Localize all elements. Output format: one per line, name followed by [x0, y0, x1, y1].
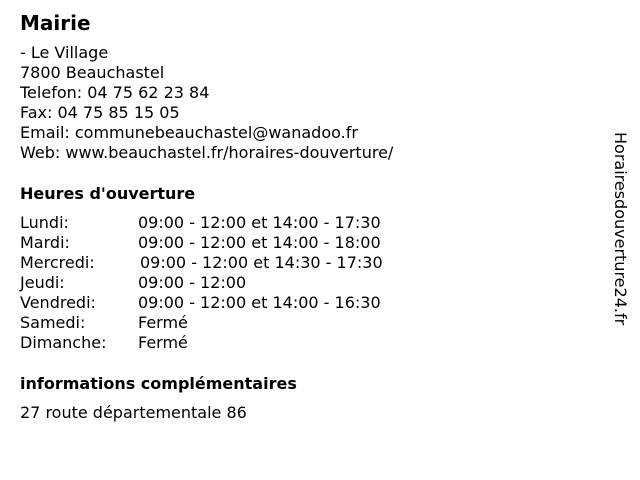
- address-line: - Le Village: [20, 43, 109, 62]
- day-label: Dimanche:: [20, 333, 107, 352]
- fax-line: Fax: 04 75 85 15 05: [20, 103, 180, 122]
- info-heading: informations complémentaires: [20, 374, 297, 393]
- day-label: Vendredi:: [20, 293, 96, 312]
- day-label: Lundi:: [20, 213, 69, 232]
- day-label: Jeudi:: [20, 273, 65, 292]
- place-title: Mairie: [20, 11, 91, 35]
- phone-line: Telefon: 04 75 62 23 84: [20, 83, 210, 102]
- day-hours: 09:00 - 12:00 et 14:30 - 17:30: [140, 253, 383, 272]
- day-label: Samedi:: [20, 313, 86, 332]
- day-hours: Fermé: [138, 313, 188, 332]
- day-hours: 09:00 - 12:00 et 14:00 - 18:00: [138, 233, 381, 252]
- day-hours: Fermé: [138, 333, 188, 352]
- hours-heading: Heures d'ouverture: [20, 184, 196, 203]
- info-text: 27 route départementale 86: [20, 403, 247, 422]
- email-line: Email: communebeauchastel@wanadoo.fr: [20, 123, 358, 142]
- day-hours: 09:00 - 12:00 et 14:00 - 17:30: [138, 213, 381, 232]
- city-line: 7800 Beauchastel: [20, 63, 165, 82]
- day-label: Mercredi:: [20, 253, 95, 272]
- contact-block: [20, 43, 393, 163]
- site-watermark: Horairesdouverture24.fr: [611, 132, 630, 326]
- day-label: Mardi:: [20, 233, 70, 252]
- watermark-container: [608, 132, 632, 344]
- day-hours: 09:00 - 12:00 et 14:00 - 16:30: [138, 293, 381, 312]
- day-hours: 09:00 - 12:00: [138, 273, 247, 292]
- web-line: Web: www.beauchastel.fr/horaires-douverture/: [20, 143, 394, 162]
